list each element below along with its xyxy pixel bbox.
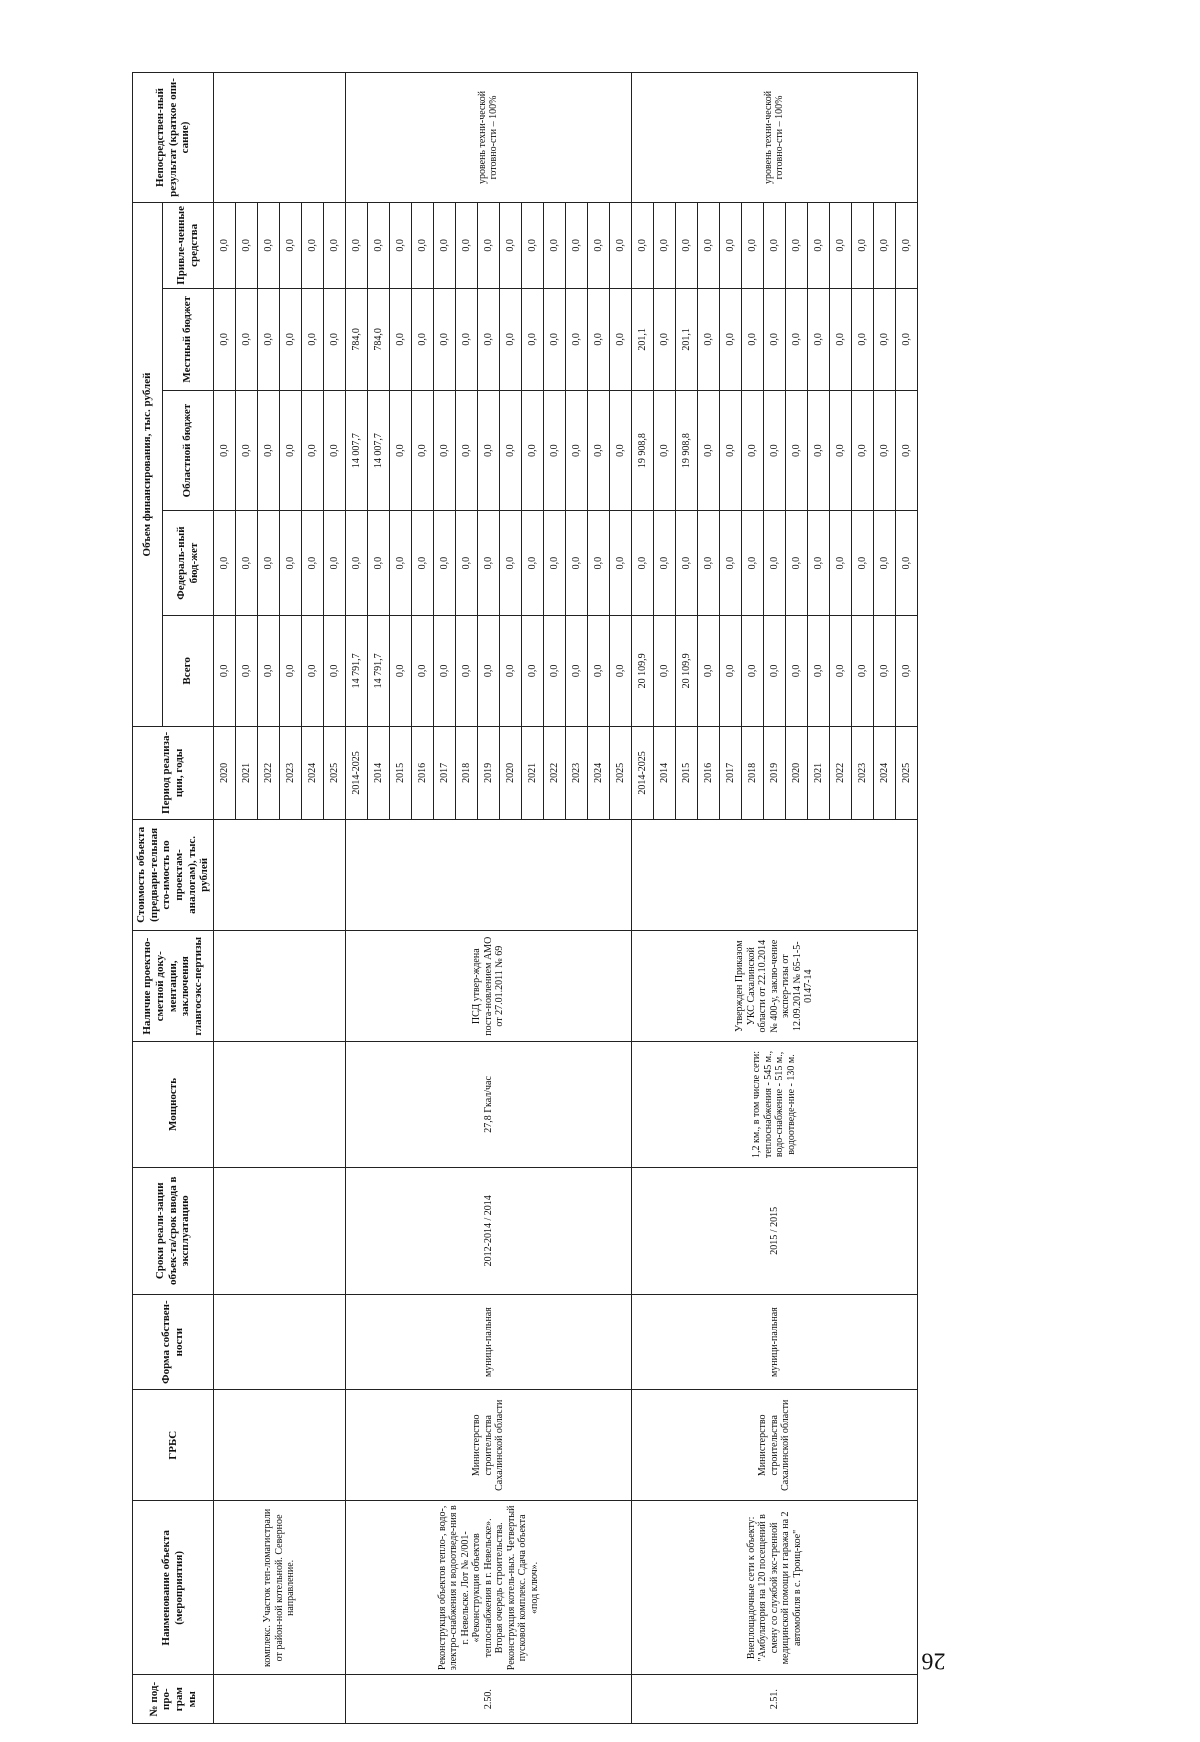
year-cell: 2022: [543, 727, 565, 820]
regional-cell: 19 908,8: [631, 390, 653, 511]
year-cell: 2014: [367, 727, 389, 820]
federal-cell: 0,0: [873, 511, 895, 615]
result-cell: уровень техни-ческой готовно-сти – 100%: [345, 73, 631, 203]
federal-cell: 0,0: [653, 511, 675, 615]
total-cell: 0,0: [323, 615, 345, 726]
regional-cell: 0,0: [279, 390, 301, 511]
attracted-cell: 0,0: [433, 202, 455, 288]
regional-cell: 0,0: [829, 390, 851, 511]
attracted-cell: 0,0: [675, 202, 697, 288]
docs-cell: ПСД утвер-ждена поста-новлением АМО от 27.01.2011 № 69: [345, 931, 631, 1042]
header-period: Период реализа-ции, годы: [133, 727, 214, 820]
local-cell: 0,0: [499, 288, 521, 390]
header-regional: Областной бюджет: [162, 390, 213, 511]
year-cell: 2015: [389, 727, 411, 820]
regional-cell: 0,0: [873, 390, 895, 511]
regional-cell: 0,0: [433, 390, 455, 511]
year-cell: 2023: [565, 727, 587, 820]
attracted-cell: 0,0: [543, 202, 565, 288]
financing-table: [132, 72, 918, 1724]
local-cell: 0,0: [543, 288, 565, 390]
federal-cell: 0,0: [499, 511, 521, 615]
regional-cell: 0,0: [389, 390, 411, 511]
attracted-cell: 0,0: [609, 202, 631, 288]
total-cell: 0,0: [873, 615, 895, 726]
total-cell: 0,0: [433, 615, 455, 726]
total-cell: 0,0: [279, 615, 301, 726]
header-ownership: Форма собствен-ности: [133, 1295, 214, 1390]
total-cell: 20 109,9: [675, 615, 697, 726]
local-cell: 0,0: [455, 288, 477, 390]
year-cell: 2020: [213, 727, 235, 820]
attracted-cell: 0,0: [631, 202, 653, 288]
ownership-cell: [213, 1295, 345, 1390]
attracted-cell: 0,0: [851, 202, 873, 288]
regional-cell: 0,0: [697, 390, 719, 511]
table-row: [213, 73, 235, 1724]
year-cell: 2022: [829, 727, 851, 820]
attracted-cell: 0,0: [235, 202, 257, 288]
cost-cell: [213, 819, 345, 930]
year-cell: 2024: [301, 727, 323, 820]
federal-cell: 0,0: [741, 511, 763, 615]
regional-cell: 0,0: [323, 390, 345, 511]
total-cell: 0,0: [741, 615, 763, 726]
total-cell: 0,0: [851, 615, 873, 726]
cost-cell: [631, 819, 917, 930]
federal-cell: 0,0: [345, 511, 367, 615]
regional-cell: 0,0: [895, 390, 917, 511]
total-cell: 20 109,9: [631, 615, 653, 726]
attracted-cell: 0,0: [895, 202, 917, 288]
total-cell: 0,0: [763, 615, 785, 726]
regional-cell: 14 007,7: [345, 390, 367, 511]
regional-cell: 0,0: [763, 390, 785, 511]
federal-cell: 0,0: [697, 511, 719, 615]
year-cell: 2019: [477, 727, 499, 820]
grbs-cell: Министерство строительства Сахалинской области: [345, 1390, 631, 1501]
attracted-cell: 0,0: [411, 202, 433, 288]
federal-cell: 0,0: [763, 511, 785, 615]
header-federal: Федераль-ный бюд-жет: [162, 511, 213, 615]
total-cell: 0,0: [213, 615, 235, 726]
local-cell: 0,0: [257, 288, 279, 390]
local-cell: 0,0: [807, 288, 829, 390]
header-terms: Сроки реали-зации объек-та/срок ввода в эксплуатацию: [133, 1167, 214, 1295]
attracted-cell: 0,0: [829, 202, 851, 288]
year-cell: 2017: [433, 727, 455, 820]
attracted-cell: 0,0: [213, 202, 235, 288]
local-cell: 0,0: [609, 288, 631, 390]
header-result: Непосредствен-ный результат (краткое опи-сание): [133, 73, 214, 203]
regional-cell: 0,0: [543, 390, 565, 511]
local-cell: 0,0: [829, 288, 851, 390]
total-cell: 0,0: [785, 615, 807, 726]
federal-cell: 0,0: [851, 511, 873, 615]
table-header: [133, 73, 214, 1724]
year-cell: 2021: [807, 727, 829, 820]
regional-cell: 0,0: [235, 390, 257, 511]
year-cell: 2025: [609, 727, 631, 820]
total-cell: 14 791,7: [367, 615, 389, 726]
attracted-cell: 0,0: [785, 202, 807, 288]
year-cell: 2020: [499, 727, 521, 820]
regional-cell: 0,0: [301, 390, 323, 511]
federal-cell: 0,0: [719, 511, 741, 615]
total-cell: 0,0: [895, 615, 917, 726]
local-cell: 0,0: [213, 288, 235, 390]
federal-cell: 0,0: [279, 511, 301, 615]
local-cell: 0,0: [851, 288, 873, 390]
total-cell: 0,0: [829, 615, 851, 726]
year-cell: 2014: [653, 727, 675, 820]
page-number: 26: [921, 1647, 946, 1674]
attracted-cell: 0,0: [565, 202, 587, 288]
local-cell: 0,0: [895, 288, 917, 390]
attracted-cell: 0,0: [521, 202, 543, 288]
attracted-cell: 0,0: [873, 202, 895, 288]
local-cell: 0,0: [521, 288, 543, 390]
year-cell: 2022: [257, 727, 279, 820]
object-name-cell: комплекс. Участок теп-ломагистрали от район-ной котельной. Северное направление.: [213, 1501, 345, 1675]
total-cell: 0,0: [411, 615, 433, 726]
regional-cell: 0,0: [521, 390, 543, 511]
regional-cell: 0,0: [719, 390, 741, 511]
header-funding-group: Объем финансирования, тыс. рублей: [133, 202, 163, 726]
table-row: [345, 73, 367, 1724]
federal-cell: 0,0: [301, 511, 323, 615]
federal-cell: 0,0: [543, 511, 565, 615]
total-cell: 0,0: [257, 615, 279, 726]
federal-cell: 0,0: [829, 511, 851, 615]
federal-cell: 0,0: [609, 511, 631, 615]
federal-cell: 0,0: [587, 511, 609, 615]
attracted-cell: 0,0: [587, 202, 609, 288]
total-cell: 0,0: [653, 615, 675, 726]
regional-cell: 14 007,7: [367, 390, 389, 511]
year-cell: 2025: [895, 727, 917, 820]
header-capacity: Мощность: [133, 1042, 214, 1167]
grbs-cell: Министерство строительства Сахалинской области: [631, 1390, 917, 1501]
total-cell: 0,0: [609, 615, 631, 726]
attracted-cell: 0,0: [345, 202, 367, 288]
regional-cell: 0,0: [565, 390, 587, 511]
docs-cell: [213, 931, 345, 1042]
result-cell: уровень техни-ческой готовно-сти – 100%: [631, 73, 917, 203]
attracted-cell: 0,0: [455, 202, 477, 288]
federal-cell: 0,0: [235, 511, 257, 615]
total-cell: 0,0: [807, 615, 829, 726]
federal-cell: 0,0: [785, 511, 807, 615]
num-cell: [213, 1675, 345, 1724]
local-cell: 0,0: [697, 288, 719, 390]
table-row: [631, 73, 653, 1724]
federal-cell: 0,0: [675, 511, 697, 615]
attracted-cell: 0,0: [257, 202, 279, 288]
regional-cell: 0,0: [785, 390, 807, 511]
regional-cell: 0,0: [807, 390, 829, 511]
local-cell: 784,0: [345, 288, 367, 390]
year-cell: 2019: [763, 727, 785, 820]
local-cell: 0,0: [719, 288, 741, 390]
regional-cell: 0,0: [411, 390, 433, 511]
header-cost: Стоимость объекта (предвари-тельная сто-имость по проектам-аналогам), тыс. рублей: [133, 819, 214, 930]
local-cell: 201,1: [675, 288, 697, 390]
year-cell: 2018: [741, 727, 763, 820]
attracted-cell: 0,0: [301, 202, 323, 288]
attracted-cell: 0,0: [763, 202, 785, 288]
total-cell: 0,0: [697, 615, 719, 726]
capacity-cell: 1,2 км., в том числе сети: теплоснабжения - 545 м., водо-снабжение - 515 м., водоотведе-ние - 130 м.: [631, 1042, 917, 1167]
ownership-cell: муници-пальная: [345, 1295, 631, 1390]
num-cell: 2.51.: [631, 1675, 917, 1724]
docs-cell: Утвержден Приказом УКС Сахалинской области от 22.10.2014 № 400-у, заклю-чение экспер-тизы от 12.09.2014 № 65-1-5-0147-14: [631, 931, 917, 1042]
federal-cell: 0,0: [411, 511, 433, 615]
year-cell: 2015: [675, 727, 697, 820]
attracted-cell: 0,0: [697, 202, 719, 288]
attracted-cell: 0,0: [741, 202, 763, 288]
local-cell: 0,0: [873, 288, 895, 390]
local-cell: 0,0: [763, 288, 785, 390]
object-name-cell: Внеплощадочные сети к объекту: "Амбулатория на 120 посещений в смену со службой экс-тренной медицинской помощи и гаража на 2 автомобиля в с. Троиц-кое": [631, 1501, 917, 1675]
local-cell: 0,0: [279, 288, 301, 390]
local-cell: 0,0: [565, 288, 587, 390]
year-cell: 2016: [697, 727, 719, 820]
attracted-cell: 0,0: [477, 202, 499, 288]
local-cell: 0,0: [741, 288, 763, 390]
header-local: Местный бюджет: [162, 288, 213, 390]
federal-cell: 0,0: [213, 511, 235, 615]
federal-cell: 0,0: [565, 511, 587, 615]
local-cell: 0,0: [389, 288, 411, 390]
rotated-document-page: [88, 52, 1123, 1742]
total-cell: 0,0: [499, 615, 521, 726]
ownership-cell: муници-пальная: [631, 1295, 917, 1390]
year-cell: 2024: [873, 727, 895, 820]
year-cell: 2023: [279, 727, 301, 820]
attracted-cell: 0,0: [367, 202, 389, 288]
year-cell: 2017: [719, 727, 741, 820]
capacity-cell: 27,8 Гкал/час: [345, 1042, 631, 1167]
federal-cell: 0,0: [895, 511, 917, 615]
regional-cell: 0,0: [587, 390, 609, 511]
total-cell: 0,0: [235, 615, 257, 726]
header-attracted: Привле-ченные средства: [162, 202, 213, 288]
federal-cell: 0,0: [389, 511, 411, 615]
total-cell: 0,0: [587, 615, 609, 726]
attracted-cell: 0,0: [389, 202, 411, 288]
total-cell: 0,0: [301, 615, 323, 726]
local-cell: 0,0: [587, 288, 609, 390]
regional-cell: 0,0: [477, 390, 499, 511]
federal-cell: 0,0: [323, 511, 345, 615]
total-cell: 0,0: [543, 615, 565, 726]
total-cell: 0,0: [565, 615, 587, 726]
total-cell: 0,0: [477, 615, 499, 726]
header-num: № под-про-грам мы: [133, 1675, 214, 1724]
regional-cell: 19 908,8: [675, 390, 697, 511]
terms-cell: [213, 1167, 345, 1295]
regional-cell: 0,0: [455, 390, 477, 511]
federal-cell: 0,0: [631, 511, 653, 615]
local-cell: 784,0: [367, 288, 389, 390]
year-cell: 2023: [851, 727, 873, 820]
result-cell: [213, 73, 345, 203]
federal-cell: 0,0: [367, 511, 389, 615]
local-cell: 0,0: [301, 288, 323, 390]
local-cell: 0,0: [323, 288, 345, 390]
regional-cell: 0,0: [609, 390, 631, 511]
total-cell: 0,0: [389, 615, 411, 726]
grbs-cell: [213, 1390, 345, 1501]
attracted-cell: 0,0: [719, 202, 741, 288]
local-cell: 0,0: [433, 288, 455, 390]
num-cell: 2.50.: [345, 1675, 631, 1724]
local-cell: 201,1: [631, 288, 653, 390]
total-cell: 0,0: [521, 615, 543, 726]
regional-cell: 0,0: [257, 390, 279, 511]
cost-cell: [345, 819, 631, 930]
header-total: Всего: [162, 615, 213, 726]
regional-cell: 0,0: [741, 390, 763, 511]
header-docs: Наличие проектно-сметной доку-ментации, заключения главгосэкс-пертизы: [133, 931, 214, 1042]
federal-cell: 0,0: [257, 511, 279, 615]
local-cell: 0,0: [477, 288, 499, 390]
attracted-cell: 0,0: [323, 202, 345, 288]
terms-cell: 2015 / 2015: [631, 1167, 917, 1295]
year-cell: 2021: [235, 727, 257, 820]
year-cell: 2025: [323, 727, 345, 820]
year-cell: 2014-2025: [345, 727, 367, 820]
federal-cell: 0,0: [455, 511, 477, 615]
total-cell: 0,0: [455, 615, 477, 726]
year-cell: 2014-2025: [631, 727, 653, 820]
attracted-cell: 0,0: [499, 202, 521, 288]
regional-cell: 0,0: [851, 390, 873, 511]
attracted-cell: 0,0: [807, 202, 829, 288]
header-name: Наименование объекта (мероприятия): [133, 1501, 214, 1675]
local-cell: 0,0: [653, 288, 675, 390]
federal-cell: 0,0: [477, 511, 499, 615]
federal-cell: 0,0: [433, 511, 455, 615]
header-grbs: ГРБС: [133, 1390, 214, 1501]
federal-cell: 0,0: [807, 511, 829, 615]
total-cell: 0,0: [719, 615, 741, 726]
year-cell: 2018: [455, 727, 477, 820]
year-cell: 2024: [587, 727, 609, 820]
terms-cell: 2012-2014 / 2014: [345, 1167, 631, 1295]
federal-cell: 0,0: [521, 511, 543, 615]
attracted-cell: 0,0: [279, 202, 301, 288]
attracted-cell: 0,0: [653, 202, 675, 288]
local-cell: 0,0: [411, 288, 433, 390]
regional-cell: 0,0: [499, 390, 521, 511]
capacity-cell: [213, 1042, 345, 1167]
regional-cell: 0,0: [213, 390, 235, 511]
regional-cell: 0,0: [653, 390, 675, 511]
table-body: [213, 73, 917, 1724]
year-cell: 2020: [785, 727, 807, 820]
total-cell: 14 791,7: [345, 615, 367, 726]
local-cell: 0,0: [785, 288, 807, 390]
year-cell: 2021: [521, 727, 543, 820]
object-name-cell: Реконструкция объектов тепло-, водо-, электро-снабжения и водоотведе-ния в г. Невельске. Лот № 2/001- «Реконструкция объектов теплоснабжения в г. Невельске». Вторая очередь строительства. Реконструкция котель-ных. Четвертый пусковой комплекс. Сдача объекта «под ключ».: [345, 1501, 631, 1675]
local-cell: 0,0: [235, 288, 257, 390]
year-cell: 2016: [411, 727, 433, 820]
